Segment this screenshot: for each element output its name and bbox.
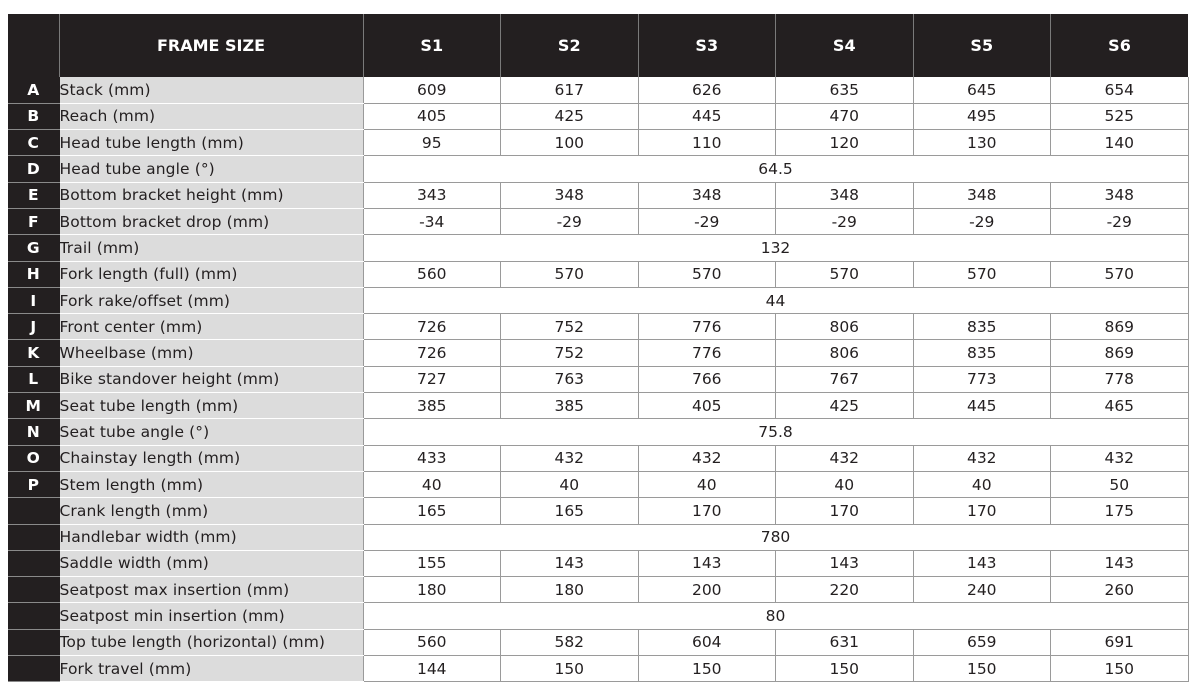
row-label: Stack (mm) — [59, 77, 363, 103]
row-label: Bottom bracket height (mm) — [59, 182, 363, 208]
value-cell-s1: 40 — [363, 471, 501, 497]
value-cell-s5: 348 — [913, 182, 1051, 208]
value-cell-s1: 726 — [363, 340, 501, 366]
value-cell-s2: 763 — [501, 366, 639, 392]
value-cell-s4: 631 — [776, 629, 914, 655]
row-letter: M — [8, 393, 59, 419]
value-cell-s2: 570 — [501, 261, 639, 287]
table-row — [8, 182, 1188, 208]
row-letter: L — [8, 366, 59, 392]
row-letter: C — [8, 130, 59, 156]
row-letter: N — [8, 419, 59, 445]
value-cell-s1: -34 — [363, 208, 501, 234]
table-row — [8, 261, 1188, 287]
table-row — [8, 550, 1188, 576]
value-cell-all-sizes: 64.5 — [363, 156, 1188, 182]
size-heading-s1: S1 — [363, 14, 501, 77]
value-cell-s2: 752 — [501, 314, 639, 340]
value-cell-s5: 40 — [913, 471, 1051, 497]
value-cell-s3: 110 — [638, 130, 776, 156]
row-letter — [8, 603, 59, 629]
size-heading-s6: S6 — [1051, 14, 1189, 77]
value-cell-s6: 150 — [1051, 656, 1189, 682]
value-cell-s5: 432 — [913, 445, 1051, 471]
value-cell-s5: 835 — [913, 314, 1051, 340]
row-letter: I — [8, 287, 59, 313]
row-label: Seatpost max insertion (mm) — [59, 577, 363, 603]
row-letter — [8, 498, 59, 524]
value-cell-s4: 220 — [776, 577, 914, 603]
table-row — [8, 340, 1188, 366]
table-row — [8, 287, 1188, 313]
value-cell-s5: 240 — [913, 577, 1051, 603]
value-cell-s1: 405 — [363, 103, 501, 129]
table-row — [8, 498, 1188, 524]
row-label: Top tube length (horizontal) (mm) — [59, 629, 363, 655]
value-cell-s5: 495 — [913, 103, 1051, 129]
value-cell-s6: 570 — [1051, 261, 1189, 287]
header-corner-cell — [8, 14, 59, 77]
value-cell-s6: 869 — [1051, 314, 1189, 340]
value-cell-s2: 180 — [501, 577, 639, 603]
row-label: Crank length (mm) — [59, 498, 363, 524]
row-letter — [8, 629, 59, 655]
value-cell-s2: 425 — [501, 103, 639, 129]
row-label: Bike standover height (mm) — [59, 366, 363, 392]
row-label: Seat tube length (mm) — [59, 393, 363, 419]
row-label: Handlebar width (mm) — [59, 524, 363, 550]
value-cell-s2: 752 — [501, 340, 639, 366]
table-row — [8, 314, 1188, 340]
value-cell-s6: 778 — [1051, 366, 1189, 392]
value-cell-s4: -29 — [776, 208, 914, 234]
row-label: Seat tube angle (°) — [59, 419, 363, 445]
value-cell-s6: 869 — [1051, 340, 1189, 366]
row-label: Trail (mm) — [59, 235, 363, 261]
value-cell-s3: 604 — [638, 629, 776, 655]
value-cell-s3: 776 — [638, 314, 776, 340]
row-label: Seatpost min insertion (mm) — [59, 603, 363, 629]
value-cell-s4: 806 — [776, 340, 914, 366]
table-header — [8, 14, 1188, 77]
table-row — [8, 445, 1188, 471]
value-cell-s5: 150 — [913, 656, 1051, 682]
value-cell-s3: 348 — [638, 182, 776, 208]
row-label: Wheelbase (mm) — [59, 340, 363, 366]
value-cell-s5: 570 — [913, 261, 1051, 287]
frame-size-heading: FRAME SIZE — [59, 14, 363, 77]
value-cell-s5: 130 — [913, 130, 1051, 156]
table-row — [8, 130, 1188, 156]
table-row — [8, 629, 1188, 655]
table-row — [8, 656, 1188, 682]
row-letter — [8, 524, 59, 550]
row-label: Chainstay length (mm) — [59, 445, 363, 471]
value-cell-all-sizes: 132 — [363, 235, 1188, 261]
table-row — [8, 393, 1188, 419]
value-cell-s3: 766 — [638, 366, 776, 392]
value-cell-s2: 385 — [501, 393, 639, 419]
value-cell-s3: 143 — [638, 550, 776, 576]
row-label: Stem length (mm) — [59, 471, 363, 497]
value-cell-s1: 726 — [363, 314, 501, 340]
value-cell-s4: 348 — [776, 182, 914, 208]
row-letter: J — [8, 314, 59, 340]
value-cell-s5: 659 — [913, 629, 1051, 655]
row-label: Front center (mm) — [59, 314, 363, 340]
size-heading-s5: S5 — [913, 14, 1051, 77]
table-row — [8, 366, 1188, 392]
row-label: Fork rake/offset (mm) — [59, 287, 363, 313]
value-cell-s6: 348 — [1051, 182, 1189, 208]
value-cell-s4: 143 — [776, 550, 914, 576]
size-heading-s3: S3 — [638, 14, 776, 77]
value-cell-s1: 560 — [363, 629, 501, 655]
table-row — [8, 419, 1188, 445]
value-cell-s1: 433 — [363, 445, 501, 471]
table-row — [8, 103, 1188, 129]
row-label: Head tube length (mm) — [59, 130, 363, 156]
value-cell-s2: 150 — [501, 656, 639, 682]
value-cell-s4: 425 — [776, 393, 914, 419]
value-cell-s3: 200 — [638, 577, 776, 603]
table-row — [8, 524, 1188, 550]
row-label: Head tube angle (°) — [59, 156, 363, 182]
table-row — [8, 471, 1188, 497]
row-letter: B — [8, 103, 59, 129]
value-cell-s4: 120 — [776, 130, 914, 156]
value-cell-all-sizes: 80 — [363, 603, 1188, 629]
header-row — [8, 14, 1188, 77]
value-cell-s6: 525 — [1051, 103, 1189, 129]
table-row — [8, 603, 1188, 629]
row-label: Bottom bracket drop (mm) — [59, 208, 363, 234]
value-cell-s2: 432 — [501, 445, 639, 471]
row-letter: A — [8, 77, 59, 103]
value-cell-s1: 560 — [363, 261, 501, 287]
value-cell-s5: 773 — [913, 366, 1051, 392]
value-cell-s3: 626 — [638, 77, 776, 103]
table-row — [8, 235, 1188, 261]
value-cell-s3: 405 — [638, 393, 776, 419]
value-cell-s6: 654 — [1051, 77, 1189, 103]
value-cell-s3: 150 — [638, 656, 776, 682]
value-cell-s6: 50 — [1051, 471, 1189, 497]
row-letter — [8, 577, 59, 603]
value-cell-s6: 143 — [1051, 550, 1189, 576]
value-cell-s5: -29 — [913, 208, 1051, 234]
value-cell-s2: 40 — [501, 471, 639, 497]
value-cell-s6: 175 — [1051, 498, 1189, 524]
value-cell-s3: 40 — [638, 471, 776, 497]
value-cell-s2: 165 — [501, 498, 639, 524]
value-cell-s1: 343 — [363, 182, 501, 208]
value-cell-s5: 835 — [913, 340, 1051, 366]
table-body — [8, 77, 1188, 682]
value-cell-s2: 348 — [501, 182, 639, 208]
value-cell-s3: 445 — [638, 103, 776, 129]
table-row — [8, 208, 1188, 234]
size-heading-s2: S2 — [501, 14, 639, 77]
value-cell-s6: -29 — [1051, 208, 1189, 234]
value-cell-s6: 465 — [1051, 393, 1189, 419]
value-cell-s3: 776 — [638, 340, 776, 366]
value-cell-s4: 170 — [776, 498, 914, 524]
row-letter: F — [8, 208, 59, 234]
row-letter: K — [8, 340, 59, 366]
value-cell-s1: 155 — [363, 550, 501, 576]
row-letter — [8, 656, 59, 682]
value-cell-s3: 570 — [638, 261, 776, 287]
row-letter: O — [8, 445, 59, 471]
value-cell-s5: 445 — [913, 393, 1051, 419]
value-cell-s1: 609 — [363, 77, 501, 103]
value-cell-s2: 143 — [501, 550, 639, 576]
value-cell-s4: 40 — [776, 471, 914, 497]
row-label: Fork travel (mm) — [59, 656, 363, 682]
value-cell-all-sizes: 44 — [363, 287, 1188, 313]
value-cell-s4: 150 — [776, 656, 914, 682]
value-cell-s5: 170 — [913, 498, 1051, 524]
value-cell-s4: 470 — [776, 103, 914, 129]
row-letter: E — [8, 182, 59, 208]
row-letter — [8, 550, 59, 576]
value-cell-s6: 140 — [1051, 130, 1189, 156]
value-cell-s4: 767 — [776, 366, 914, 392]
value-cell-s2: 100 — [501, 130, 639, 156]
value-cell-all-sizes: 75.8 — [363, 419, 1188, 445]
value-cell-s6: 432 — [1051, 445, 1189, 471]
value-cell-s2: -29 — [501, 208, 639, 234]
value-cell-s1: 165 — [363, 498, 501, 524]
value-cell-s4: 570 — [776, 261, 914, 287]
value-cell-s1: 727 — [363, 366, 501, 392]
value-cell-s6: 260 — [1051, 577, 1189, 603]
row-letter: G — [8, 235, 59, 261]
row-label: Reach (mm) — [59, 103, 363, 129]
row-letter: D — [8, 156, 59, 182]
value-cell-s3: 432 — [638, 445, 776, 471]
value-cell-s5: 645 — [913, 77, 1051, 103]
size-heading-s4: S4 — [776, 14, 914, 77]
value-cell-s4: 432 — [776, 445, 914, 471]
value-cell-all-sizes: 780 — [363, 524, 1188, 550]
value-cell-s3: 170 — [638, 498, 776, 524]
row-letter: H — [8, 261, 59, 287]
value-cell-s2: 582 — [501, 629, 639, 655]
value-cell-s6: 691 — [1051, 629, 1189, 655]
table-row — [8, 77, 1188, 103]
value-cell-s1: 385 — [363, 393, 501, 419]
table-row — [8, 156, 1188, 182]
value-cell-s1: 95 — [363, 130, 501, 156]
geometry-table — [8, 14, 1189, 682]
table-row — [8, 577, 1188, 603]
row-label: Fork length (full) (mm) — [59, 261, 363, 287]
value-cell-s1: 180 — [363, 577, 501, 603]
row-letter: P — [8, 471, 59, 497]
value-cell-s4: 806 — [776, 314, 914, 340]
value-cell-s3: -29 — [638, 208, 776, 234]
value-cell-s4: 635 — [776, 77, 914, 103]
row-label: Saddle width (mm) — [59, 550, 363, 576]
value-cell-s1: 144 — [363, 656, 501, 682]
value-cell-s2: 617 — [501, 77, 639, 103]
value-cell-s5: 143 — [913, 550, 1051, 576]
